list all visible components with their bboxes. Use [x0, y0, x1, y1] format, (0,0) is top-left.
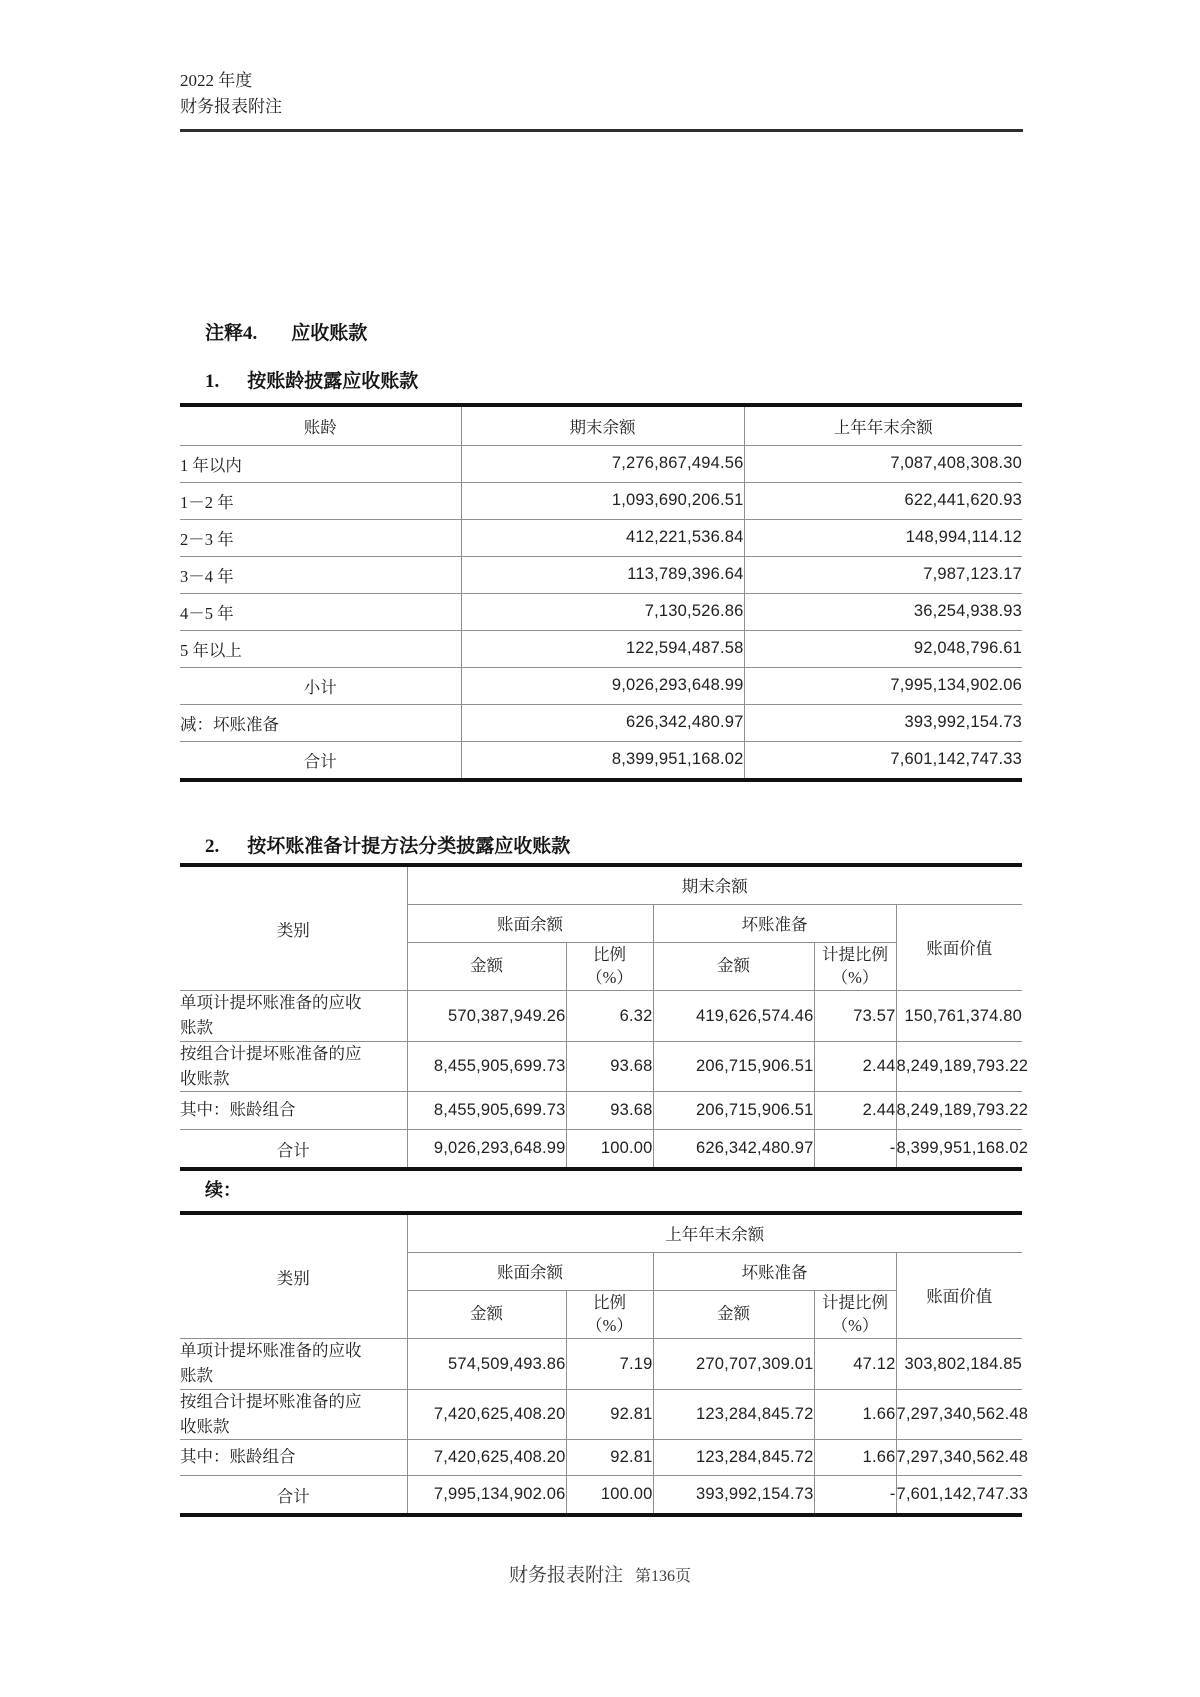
row-label: 单项计提坏账准备的应收账款 — [180, 991, 407, 1042]
row-label: 1 年以内 — [180, 445, 461, 482]
cell-value: 92,048,796.61 — [744, 630, 1022, 667]
cell-value: 7,987,123.17 — [744, 556, 1022, 593]
cell-value: 7,297,340,562.48 — [896, 1440, 1022, 1476]
table-row — [180, 445, 1022, 482]
col-header-provision-ratio: 计提比例 （%） — [814, 942, 896, 991]
method-table-current-wrap — [180, 863, 1029, 1171]
cell-value: 8,455,905,699.73 — [407, 1092, 566, 1130]
col-header-book-value: 账面价值 — [896, 904, 1022, 991]
row-label: 合计 — [276, 1486, 310, 1506]
cell-value: 93.68 — [566, 1092, 653, 1130]
cell-value: 8,249,189,793.22 — [896, 1092, 1022, 1130]
col-header-period: 期末余额 — [407, 867, 1022, 904]
cell-value: - — [814, 1130, 896, 1167]
footer-title: 财务报表附注 — [508, 1565, 623, 1586]
section1-title — [205, 366, 418, 393]
col-header-closing-balance: 期末余额 — [461, 407, 744, 445]
table-row — [180, 1092, 1022, 1130]
cell-value: 7,601,142,747.33 — [896, 1476, 1022, 1513]
col-header-amount2: 金额 — [653, 1290, 814, 1339]
table-row — [180, 519, 1022, 556]
cell-value: 92.81 — [566, 1389, 653, 1440]
cell-value: 206,715,906.51 — [653, 1041, 814, 1092]
cell-value: 7,087,408,308.30 — [744, 445, 1022, 482]
table-row — [180, 991, 1022, 1042]
row-label: 按组合计提坏账准备的应收账款 — [180, 1389, 407, 1440]
row-label: 减：坏账准备 — [180, 704, 461, 741]
col-header-ratio: 比例 （%） — [566, 1290, 653, 1339]
col-header-provision-ratio: 计提比例 （%） — [814, 1290, 896, 1339]
table-row — [180, 741, 1022, 778]
cell-value: 113,789,396.64 — [461, 556, 744, 593]
cell-value: 8,455,905,699.73 — [407, 1041, 566, 1092]
cell-value: 7,276,867,494.56 — [461, 445, 744, 482]
aging-table-wrap — [180, 403, 1022, 782]
header-row-period — [180, 1215, 1022, 1252]
col-header-book-value: 账面价值 — [896, 1252, 1022, 1339]
aging-table — [180, 407, 1022, 778]
method-table-prior — [180, 1215, 1029, 1513]
cell-value: 73.57 — [814, 991, 896, 1042]
cell-value: 7.19 — [566, 1339, 653, 1390]
cell-value: 393,992,154.73 — [744, 704, 1022, 741]
section2-number: 2. — [205, 836, 220, 857]
cell-value: 7,297,340,562.48 — [896, 1389, 1022, 1440]
cell-value: 92.81 — [566, 1440, 653, 1476]
cell-value: 8,399,951,168.02 — [461, 741, 744, 778]
cell-value: 122,594,487.58 — [461, 630, 744, 667]
table-row — [180, 1339, 1022, 1390]
col-header-ratio: 比例 （%） — [566, 942, 653, 991]
cell-value: 1.66 — [814, 1389, 896, 1440]
continuation-label: 续： — [205, 1180, 241, 1200]
cell-value: 93.68 — [566, 1041, 653, 1092]
cell-value: 8,399,951,168.02 — [896, 1130, 1022, 1167]
note-subject: 应收账款 — [291, 323, 368, 344]
col-header-book-balance: 账面余额 — [407, 904, 653, 942]
note-title — [205, 318, 367, 345]
table-row — [180, 630, 1022, 667]
row-label: 1－2 年 — [180, 482, 461, 519]
cell-value: 7,420,625,408.20 — [407, 1440, 566, 1476]
cell-value: 1.66 — [814, 1440, 896, 1476]
section1-text: 按账龄披露应收账款 — [247, 371, 419, 392]
table-row — [180, 1041, 1022, 1092]
aging-header-row — [180, 407, 1022, 445]
row-label: 4－5 年 — [180, 593, 461, 630]
col-header-category: 类别 — [180, 1215, 407, 1339]
col-header-category: 类别 — [180, 867, 407, 991]
cell-value: 9,026,293,648.99 — [407, 1130, 566, 1167]
cell-value: 2.44 — [814, 1041, 896, 1092]
footer-page-number: 第136页 — [635, 1568, 692, 1585]
cell-value: 626,342,480.97 — [461, 704, 744, 741]
cell-value: 7,601,142,747.33 — [744, 741, 1022, 778]
cell-value: 6.32 — [566, 991, 653, 1042]
table-row — [180, 667, 1022, 704]
row-label: 2－3 年 — [180, 519, 461, 556]
row-label: 其中：账龄组合 — [180, 1092, 407, 1130]
col-header-book-balance: 账面余额 — [407, 1252, 653, 1290]
cell-value: 1,093,690,206.51 — [461, 482, 744, 519]
cell-value: 9,026,293,648.99 — [461, 667, 744, 704]
cell-value: 7,995,134,902.06 — [407, 1476, 566, 1513]
cell-value: 622,441,620.93 — [744, 482, 1022, 519]
row-label: 小计 — [180, 667, 461, 704]
cell-value: 150,761,374.80 — [896, 991, 1022, 1042]
table-row — [180, 482, 1022, 519]
col-header-bad-debt: 坏账准备 — [653, 904, 896, 942]
cell-value: 123,284,845.72 — [653, 1440, 814, 1476]
report-year: 2022 年度 — [180, 71, 253, 90]
cell-value: 419,626,574.46 — [653, 991, 814, 1042]
table-row — [180, 1476, 1022, 1513]
col-header-bad-debt: 坏账准备 — [653, 1252, 896, 1290]
cell-value: 206,715,906.51 — [653, 1092, 814, 1130]
table-row — [180, 593, 1022, 630]
section1-number: 1. — [205, 371, 220, 392]
col-header-period: 上年年末余额 — [407, 1215, 1022, 1252]
cell-value: 7,995,134,902.06 — [744, 667, 1022, 704]
note-label: 注释4. — [205, 323, 258, 344]
cell-value: 8,249,189,793.22 — [896, 1041, 1022, 1092]
cell-value: 7,420,625,408.20 — [407, 1389, 566, 1440]
col-header-aging: 账龄 — [180, 407, 461, 445]
cell-value: 123,284,845.72 — [653, 1389, 814, 1440]
cell-value: 626,342,480.97 — [653, 1130, 814, 1167]
row-label: 单项计提坏账准备的应收账款 — [180, 1339, 407, 1390]
report-title: 财务报表附注 — [180, 97, 282, 117]
row-label: 3－4 年 — [180, 556, 461, 593]
page-footer — [0, 1560, 1200, 1587]
row-label: 合计 — [276, 1140, 310, 1160]
method-table-current — [180, 867, 1029, 1167]
cell-value: 303,802,184.85 — [896, 1339, 1022, 1390]
section2-title — [205, 831, 570, 858]
col-header-amount: 金额 — [407, 1290, 566, 1339]
table-row — [180, 556, 1022, 593]
page-header — [180, 68, 282, 121]
cell-value: 2.44 — [814, 1092, 896, 1130]
row-label: 按组合计提坏账准备的应收账款 — [180, 1041, 407, 1092]
cell-value: 148,994,114.12 — [744, 519, 1022, 556]
col-header-prior-balance: 上年年末余额 — [744, 407, 1022, 445]
cell-value: 393,992,154.73 — [653, 1476, 814, 1513]
cell-value: 47.12 — [814, 1339, 896, 1390]
col-header-amount2: 金额 — [653, 942, 814, 991]
row-label: 其中：账龄组合 — [180, 1440, 407, 1476]
cell-value: 7,130,526.86 — [461, 593, 744, 630]
row-label: 5 年以上 — [180, 630, 461, 667]
cell-value: - — [814, 1476, 896, 1513]
method-table-prior-wrap — [180, 1211, 1029, 1517]
col-header-amount: 金额 — [407, 942, 566, 991]
table-row — [180, 1440, 1022, 1476]
cell-value: 100.00 — [566, 1130, 653, 1167]
cell-value: 270,707,309.01 — [653, 1339, 814, 1390]
table-row — [180, 1389, 1022, 1440]
table-row — [180, 1130, 1022, 1167]
cell-value: 574,509,493.86 — [407, 1339, 566, 1390]
header-row-period — [180, 867, 1022, 904]
section2-text: 按坏账准备计提方法分类披露应收账款 — [247, 836, 571, 857]
table-row — [180, 704, 1022, 741]
cell-value: 100.00 — [566, 1476, 653, 1513]
header-rule — [180, 129, 1023, 132]
cell-value: 412,221,536.84 — [461, 519, 744, 556]
cell-value: 36,254,938.93 — [744, 593, 1022, 630]
row-label: 合计 — [303, 751, 337, 771]
cell-value: 570,387,949.26 — [407, 991, 566, 1042]
